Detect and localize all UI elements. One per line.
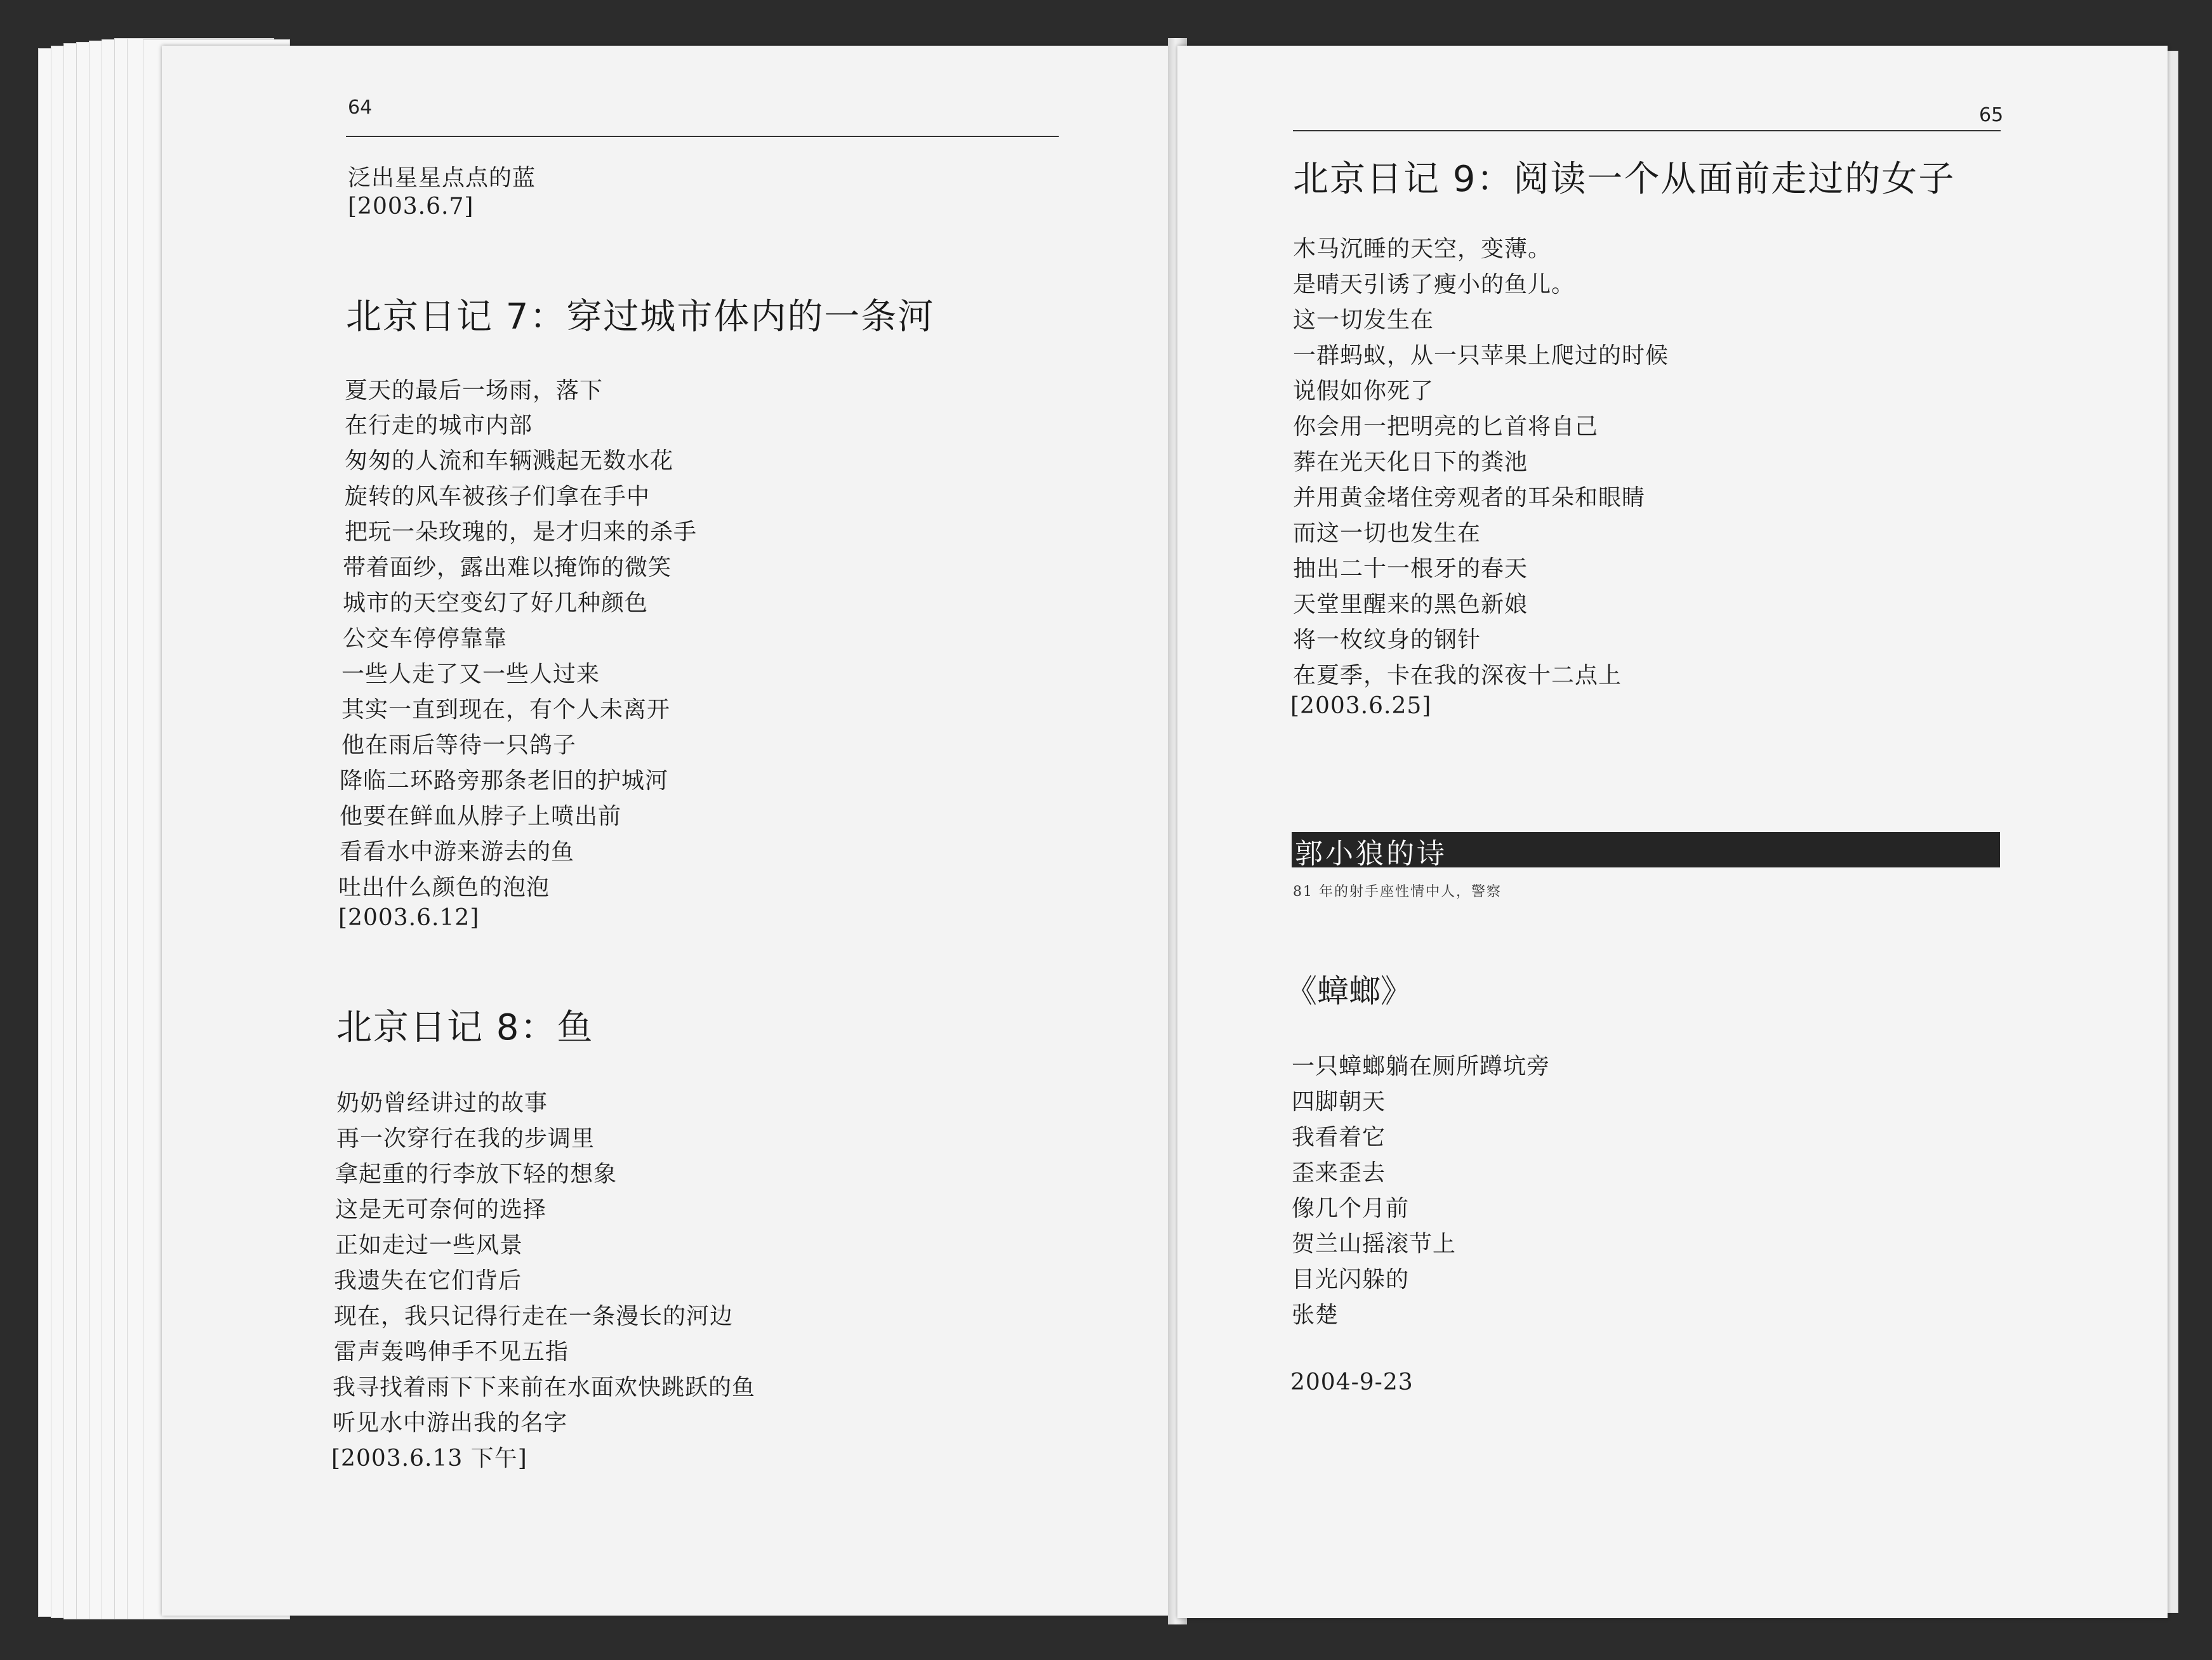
section-9-title: 北京日记 9：阅读一个从面前走过的女子 bbox=[1293, 159, 1956, 200]
section-7-line: 他在雨后等待一只鸽子 bbox=[341, 732, 577, 758]
section-8-line: 正如走过一些风景 bbox=[335, 1232, 524, 1258]
section-7-line: 公交车停停靠靠 bbox=[343, 626, 508, 652]
section-8-line: 雷声轰鸣伸手不见五指 bbox=[334, 1339, 569, 1365]
section-9-line: 你会用一把明亮的匕首将自己 bbox=[1293, 414, 1599, 440]
section-8-line: 拿起重的行李放下轻的想象 bbox=[335, 1161, 618, 1187]
section-8-line: 现在，我只记得行走在一条漫长的河边 bbox=[334, 1303, 734, 1329]
section-7-line: 带着面纱，露出难以掩饰的微笑 bbox=[343, 555, 672, 581]
section-9-line: 在夏季，卡在我的深夜十二点上 bbox=[1293, 662, 1622, 688]
section-8-date: [2003.6.13 下午] bbox=[331, 1446, 527, 1472]
poem-line: 一只蟑螂躺在厕所蹲坑旁 bbox=[1292, 1053, 1551, 1079]
poet-banner-title: 郭小狼的诗 bbox=[1295, 838, 1447, 870]
section-7-line: 其实一直到现在，有个人未离开 bbox=[341, 697, 671, 723]
poem-line: 歪来歪去 bbox=[1292, 1160, 1386, 1186]
section-9-date: [2003.6.25] bbox=[1290, 693, 1432, 719]
section-9-line: 葬在光天化日下的粪池 bbox=[1293, 449, 1528, 475]
header-rule-left bbox=[346, 136, 1059, 137]
section-9-line: 说假如你死了 bbox=[1293, 378, 1434, 404]
section-8-line: 我寻找着雨下下来前在水面欢快跳跃的鱼 bbox=[333, 1374, 756, 1400]
section-9-line: 而这一切也发生在 bbox=[1293, 520, 1481, 546]
poem-line: 贺兰山摇滚节上 bbox=[1292, 1231, 1457, 1257]
intro-line: 泛出星星点点的蓝 bbox=[348, 165, 536, 191]
section-9-line: 并用黄金堵住旁观者的耳朵和眼睛 bbox=[1293, 485, 1646, 511]
section-7-line: 降临二环路旁那条老旧的护城河 bbox=[340, 768, 669, 794]
header-rule-right bbox=[1293, 130, 2001, 131]
section-7-title: 北京日记 7：穿过城市体内的一条河 bbox=[346, 296, 935, 338]
section-7-line: 一些人走了又一些人过来 bbox=[341, 661, 600, 687]
intro-date: [2003.6.7] bbox=[348, 194, 474, 220]
section-8-line: 听见水中游出我的名字 bbox=[333, 1410, 568, 1436]
section-9-line: 天堂里醒来的黑色新娘 bbox=[1293, 591, 1528, 617]
section-8-line: 这是无可奈何的选择 bbox=[335, 1197, 547, 1223]
section-9-line: 抽出二十一根牙的春天 bbox=[1293, 556, 1528, 582]
section-7-line: 看看水中游来游去的鱼 bbox=[340, 839, 575, 865]
poem-line: 四脚朝天 bbox=[1292, 1089, 1386, 1115]
section-9-line: 一群蚂蚁，从一只苹果上爬过的时候 bbox=[1293, 343, 1669, 369]
section-7-line: 他要在鲜血从脖子上喷出前 bbox=[340, 803, 622, 829]
section-9-line: 这一切发生在 bbox=[1293, 307, 1434, 333]
poem-line: 像几个月前 bbox=[1292, 1196, 1410, 1222]
poem-date: 2004-9-23 bbox=[1290, 1369, 1414, 1395]
poem-line: 目光闪躲的 bbox=[1292, 1267, 1410, 1293]
poet-info: 81 年的射手座性情中人，警察 bbox=[1293, 884, 1502, 900]
section-9-line: 木马沉睡的天空，变薄。 bbox=[1293, 236, 1552, 262]
page-number-right: 65 bbox=[1979, 104, 2004, 126]
section-7-line: 吐出什么颜色的泡泡 bbox=[338, 874, 550, 900]
section-9-line: 是晴天引诱了瘦小的鱼儿。 bbox=[1293, 272, 1575, 298]
section-8-line: 再一次穿行在我的步调里 bbox=[336, 1126, 595, 1152]
section-7-line: 匆匆的人流和车辆溅起无数水花 bbox=[345, 448, 674, 474]
poem-line: 我看着它 bbox=[1292, 1124, 1386, 1150]
section-8-line: 奶奶曾经讲过的故事 bbox=[336, 1090, 548, 1116]
section-8-title: 北京日记 8：鱼 bbox=[336, 1007, 594, 1048]
poem-line: 张楚 bbox=[1292, 1302, 1339, 1328]
poem-title: 《蟑螂》 bbox=[1285, 973, 1412, 1010]
section-7-line: 夏天的最后一场雨，落下 bbox=[345, 378, 604, 404]
section-9-line: 将一枚纹身的钢针 bbox=[1293, 627, 1481, 653]
section-7-line: 在行走的城市内部 bbox=[345, 412, 533, 438]
page-number-left: 64 bbox=[348, 96, 373, 119]
section-7-line: 旋转的风车被孩子们拿在手中 bbox=[345, 484, 651, 510]
section-7-date: [2003.6.12] bbox=[338, 905, 480, 931]
section-7-line: 城市的天空变幻了好几种颜色 bbox=[343, 590, 649, 616]
section-7-line: 把玩一朵玫瑰的，是才归来的杀手 bbox=[345, 519, 698, 545]
section-8-line: 我遗失在它们背后 bbox=[334, 1268, 522, 1294]
